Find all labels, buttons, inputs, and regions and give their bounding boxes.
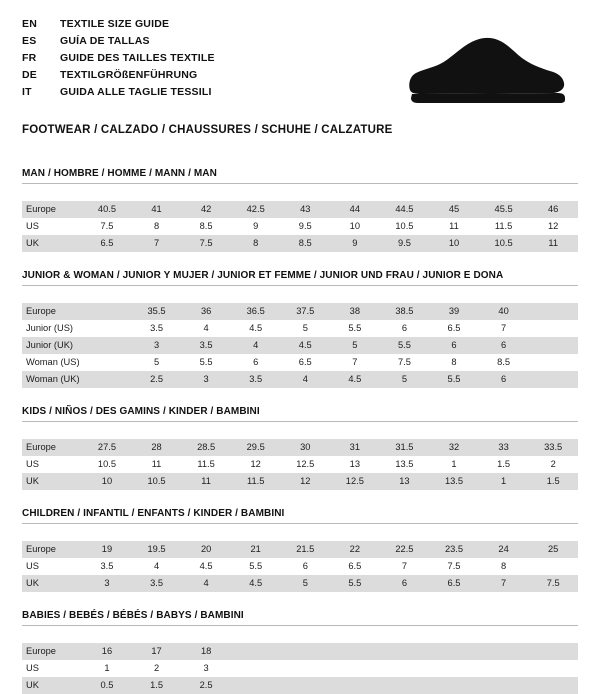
section-title: CHILDREN / INFANTIL / ENFANTS / KINDER / BAMBINI [22,508,578,524]
size-cell: 1 [82,660,132,677]
table-spacer-cell [22,286,578,303]
language-code: FR [22,52,37,64]
document-header [22,16,578,112]
size-cell: 11 [429,218,479,235]
size-cell [528,660,578,677]
table-row [22,354,578,371]
size-cell: 22.5 [380,541,430,558]
size-cell [429,643,479,660]
size-cell: 9 [231,218,281,235]
table-spacer-cell [22,524,578,541]
size-cell [528,354,578,371]
size-cell: 13.5 [429,473,479,490]
size-section [22,168,578,252]
section-title: KIDS / NIÑOS / DES GAMINS / KINDER / BAMBINI [22,406,578,422]
size-cell: 5.5 [380,337,430,354]
table-row [22,218,578,235]
size-cell [528,337,578,354]
size-cell: 4 [231,337,281,354]
row-label: Europe [22,541,82,558]
size-cell: 5 [380,371,430,388]
table-spacer [22,524,578,541]
size-cell: 2.5 [181,677,231,694]
size-cell: 40 [479,303,529,320]
table-row [22,320,578,337]
language-title: GUIDA ALLE TAGLIE TESSILI [60,86,212,98]
table-row [22,575,578,592]
size-cell: 7.5 [528,575,578,592]
size-cell: 19.5 [132,541,182,558]
size-cell: 40.5 [82,201,132,218]
size-cell: 21.5 [280,541,330,558]
size-cell [528,320,578,337]
table-row [22,201,578,218]
row-label: Junior (US) [22,320,82,337]
row-label: Woman (US) [22,354,82,371]
size-table [22,184,578,252]
language-title: GUÍA DE TALLAS [60,35,150,47]
size-cell: 7 [479,575,529,592]
size-cell: 8 [231,235,281,252]
row-label: Woman (UK) [22,371,82,388]
language-row [22,33,215,50]
table-spacer-cell [22,184,578,201]
size-cell: 43 [280,201,330,218]
table-spacer [22,626,578,643]
size-cell: 28 [132,439,182,456]
row-label: US [22,218,82,235]
size-cell: 32 [429,439,479,456]
table-spacer-cell [22,422,578,439]
table-row [22,558,578,575]
size-cell: 3.5 [132,575,182,592]
size-cell: 6.5 [82,235,132,252]
size-cell: 33 [479,439,529,456]
size-cell: 38.5 [380,303,430,320]
size-cell: 42 [181,201,231,218]
size-cell: 30 [280,439,330,456]
size-cell: 13 [380,473,430,490]
size-cell: 12 [280,473,330,490]
size-cell: 5 [280,575,330,592]
size-cell: 8.5 [181,218,231,235]
size-cell: 35.5 [132,303,182,320]
size-cell: 5 [132,354,182,371]
size-cell [82,320,132,337]
size-cell: 6 [280,558,330,575]
size-cell: 5 [280,320,330,337]
size-cell: 4 [181,320,231,337]
size-cell: 36.5 [231,303,281,320]
size-cell [280,643,330,660]
size-cell [429,677,479,694]
size-table [22,524,578,592]
size-cell: 0.5 [82,677,132,694]
row-label: US [22,660,82,677]
size-cell [528,558,578,575]
size-cell: 17 [132,643,182,660]
table-row [22,439,578,456]
size-cell: 11.5 [479,218,529,235]
size-cell [528,371,578,388]
size-cell: 28.5 [181,439,231,456]
size-cell [479,677,529,694]
size-cell: 5.5 [330,575,380,592]
size-cell: 36 [181,303,231,320]
size-cell: 11.5 [181,456,231,473]
row-label: US [22,456,82,473]
size-cell: 42.5 [231,201,281,218]
table-spacer [22,286,578,303]
size-cell: 8 [429,354,479,371]
size-cell: 5.5 [181,354,231,371]
size-cell: 7.5 [429,558,479,575]
size-cell: 3.5 [132,320,182,337]
language-title: TEXTILGRÖßENFÜHRUNG [60,69,198,81]
section-title: MAN / HOMBRE / HOMME / MANN / MAN [22,168,578,184]
size-cell: 7.5 [380,354,430,371]
size-cell: 6 [231,354,281,371]
size-cell: 12 [528,218,578,235]
size-cell: 10.5 [380,218,430,235]
size-cell: 44 [330,201,380,218]
language-code: ES [22,35,37,47]
size-cell: 11 [181,473,231,490]
language-title-list-body [22,16,215,101]
size-cell: 5.5 [330,320,380,337]
size-section [22,508,578,592]
size-cell [380,660,430,677]
language-title-list [22,16,215,101]
table-row [22,303,578,320]
size-cell [330,643,380,660]
size-section [22,270,578,388]
size-cell [231,643,281,660]
language-code: IT [22,86,32,98]
row-label: UK [22,235,82,252]
table-row [22,660,578,677]
language-row [22,67,215,84]
size-cell: 8 [479,558,529,575]
size-cell [528,677,578,694]
size-cell [479,643,529,660]
size-cell: 8.5 [479,354,529,371]
table-row [22,371,578,388]
table-spacer-cell [22,626,578,643]
size-cell: 6 [380,320,430,337]
language-code: DE [22,69,37,81]
size-cell [479,660,529,677]
size-cell [82,303,132,320]
language-row [22,50,215,67]
size-cell: 11 [528,235,578,252]
size-cell: 4.5 [330,371,380,388]
table-spacer [22,184,578,201]
size-cell: 41 [132,201,182,218]
size-cell: 6 [479,337,529,354]
size-cell: 1 [429,456,479,473]
language-title: GUIDE DES TAILLES TEXTILE [60,52,215,64]
table-row [22,337,578,354]
size-cell [82,371,132,388]
size-cell [528,303,578,320]
size-cell: 12.5 [330,473,380,490]
size-cell [280,660,330,677]
size-cell: 37.5 [280,303,330,320]
section-title: JUNIOR & WOMAN / JUNIOR Y MUJER / JUNIOR ET FEMME / JUNIOR UND FRAU / JUNIOR E DONA [22,270,578,286]
size-cell: 8 [132,218,182,235]
size-cell: 3 [181,660,231,677]
size-cell: 39 [429,303,479,320]
row-label: Europe [22,303,82,320]
size-cell: 31.5 [380,439,430,456]
size-cell: 7 [380,558,430,575]
size-cell: 4.5 [280,337,330,354]
size-cell [280,677,330,694]
size-cell: 23.5 [429,541,479,558]
size-cell: 22 [330,541,380,558]
size-cell: 4.5 [231,575,281,592]
size-section [22,406,578,490]
size-cell: 6 [429,337,479,354]
size-cell: 5.5 [429,371,479,388]
size-cell: 10 [429,235,479,252]
size-cell: 7 [132,235,182,252]
size-cell: 29.5 [231,439,281,456]
size-cell: 45 [429,201,479,218]
size-cell: 25 [528,541,578,558]
size-cell: 19 [82,541,132,558]
size-sections [22,168,578,694]
size-cell: 11 [132,456,182,473]
size-cell: 6.5 [280,354,330,371]
size-cell: 16 [82,643,132,660]
size-cell: 46 [528,201,578,218]
size-cell: 13.5 [380,456,430,473]
footwear-heading: FOOTWEAR / CALZADO / CHAUSSURES / SCHUHE / CALZATURE [22,124,393,136]
size-cell: 3.5 [231,371,281,388]
dress-shoe-icon [388,28,568,108]
size-cell [330,677,380,694]
table-row [22,473,578,490]
size-section [22,610,578,694]
size-cell: 27.5 [82,439,132,456]
size-cell: 7 [479,320,529,337]
size-cell: 1.5 [528,473,578,490]
size-cell: 9.5 [380,235,430,252]
size-cell: 6.5 [330,558,380,575]
row-label: Europe [22,643,82,660]
row-label: UK [22,677,82,694]
section-title: BABIES / BEBÉS / BÉBÉS / BABYS / BAMBINI [22,610,578,626]
size-cell [429,660,479,677]
size-cell: 1.5 [479,456,529,473]
size-cell: 4.5 [181,558,231,575]
size-cell [231,660,281,677]
row-label: US [22,558,82,575]
size-cell [82,337,132,354]
size-table [22,286,578,388]
table-spacer [22,422,578,439]
size-cell: 9 [330,235,380,252]
size-cell: 11.5 [231,473,281,490]
size-cell: 10.5 [479,235,529,252]
row-label: Europe [22,201,82,218]
size-cell [380,643,430,660]
size-cell: 44.5 [380,201,430,218]
table-row [22,456,578,473]
size-cell: 10 [82,473,132,490]
size-cell [231,677,281,694]
size-cell: 3 [132,337,182,354]
size-cell: 7.5 [82,218,132,235]
size-cell: 12 [231,456,281,473]
row-label: UK [22,473,82,490]
size-cell: 8.5 [280,235,330,252]
size-cell: 4.5 [231,320,281,337]
language-row [22,84,215,101]
size-cell: 6 [479,371,529,388]
language-title: TEXTILE SIZE GUIDE [60,18,170,30]
row-label: Junior (UK) [22,337,82,354]
row-label: Europe [22,439,82,456]
size-cell: 4 [280,371,330,388]
language-row [22,16,215,33]
size-cell: 12.5 [280,456,330,473]
language-code: EN [22,18,37,30]
size-cell [380,677,430,694]
size-cell: 1 [479,473,529,490]
size-cell: 2.5 [132,371,182,388]
size-cell: 13 [330,456,380,473]
size-cell [528,643,578,660]
table-row [22,677,578,694]
size-table [22,422,578,490]
size-cell: 3 [82,575,132,592]
size-cell: 2 [528,456,578,473]
size-cell: 3.5 [82,558,132,575]
size-cell: 45.5 [479,201,529,218]
size-cell: 24 [479,541,529,558]
size-cell: 31 [330,439,380,456]
size-cell: 6.5 [429,320,479,337]
size-cell: 6 [380,575,430,592]
size-cell [330,660,380,677]
table-row [22,643,578,660]
size-cell: 5 [330,337,380,354]
size-cell [82,354,132,371]
size-cell: 18 [181,643,231,660]
size-cell: 7.5 [181,235,231,252]
size-cell: 3 [181,371,231,388]
size-cell: 4 [132,558,182,575]
size-cell: 3.5 [181,337,231,354]
size-cell: 9.5 [280,218,330,235]
table-row [22,235,578,252]
size-cell: 2 [132,660,182,677]
size-cell: 38 [330,303,380,320]
row-label: UK [22,575,82,592]
size-cell: 5.5 [231,558,281,575]
table-row [22,541,578,558]
size-table [22,626,578,694]
size-cell: 10 [330,218,380,235]
size-cell: 7 [330,354,380,371]
size-cell: 1.5 [132,677,182,694]
size-cell: 10.5 [82,456,132,473]
size-cell: 20 [181,541,231,558]
size-cell: 10.5 [132,473,182,490]
size-cell: 21 [231,541,281,558]
size-cell: 4 [181,575,231,592]
size-cell: 33.5 [528,439,578,456]
size-cell: 6.5 [429,575,479,592]
